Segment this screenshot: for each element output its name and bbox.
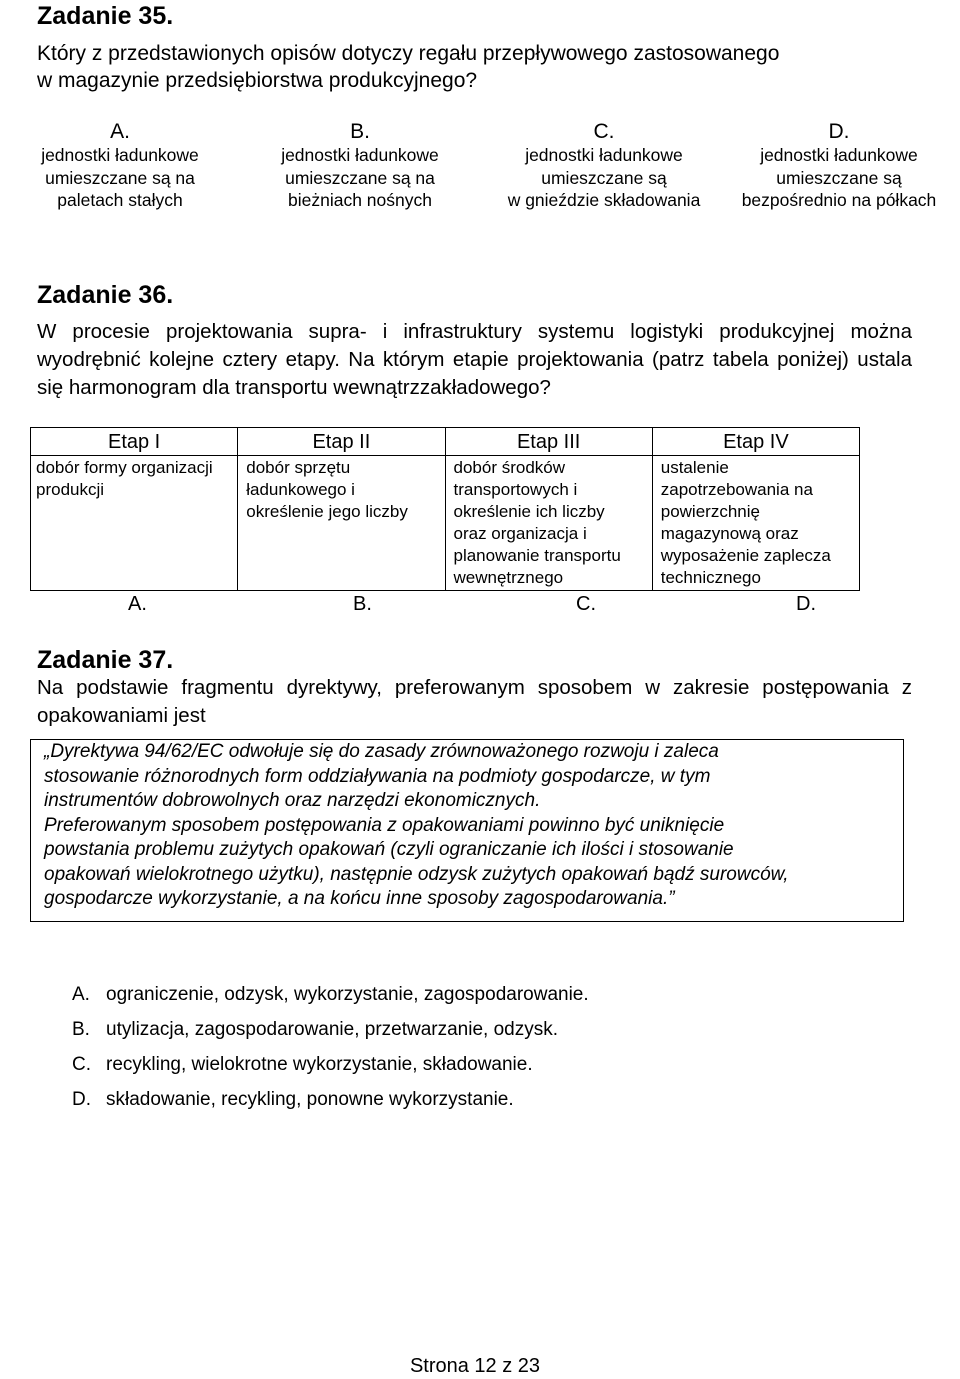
stage-cell-line: dobór środków: [453, 458, 566, 477]
stage-cell-line: oraz organizacja i: [453, 524, 587, 543]
quote-line: powstania problemu zużytych opakowań (czyli ograniczanie ich ilości i stosowanie: [44, 839, 734, 860]
option-text-line: umieszczane są: [541, 167, 667, 188]
stage-cell-line: dobór sprzętu: [246, 458, 351, 477]
stage-header: Etap I: [31, 428, 238, 456]
option-letter: A.: [110, 120, 130, 143]
answer-letter: C.: [72, 1054, 91, 1075]
option-letter: B.: [350, 120, 370, 143]
stage-cell-line: określenie ich liczby: [453, 502, 605, 521]
task-35-question-line: w magazynie przedsiębiorstwa produkcyjnego?: [37, 69, 478, 92]
stage-header: Etap IV: [652, 428, 859, 456]
task-37-option-b[interactable]: [0, 1018, 960, 1044]
answer-text: recykling, wielokrotne wykorzystanie, składowanie.: [106, 1054, 533, 1075]
answer-text: ograniczenie, odzysk, wykorzystanie, zagospodarowanie.: [106, 984, 589, 1005]
stages-table-header-row: [31, 428, 860, 456]
task-35-option-c[interactable]: [496, 120, 712, 212]
task-37-title: Zadanie 37.: [37, 646, 174, 674]
task-35-option-d[interactable]: [726, 120, 952, 212]
stage-cell-line: określenie jego liczby: [246, 502, 408, 521]
task-35-question-line: Który z przedstawionych opisów dotyczy regału przepływowego zastosowanego: [37, 42, 780, 65]
stage-cell-4: [652, 456, 859, 591]
task-36-answer-letters: [0, 593, 960, 619]
stage-cell-line: produkcji: [36, 480, 105, 499]
stage-cell-line: wyposażenie zaplecza: [660, 546, 831, 565]
stage-cell-line: dobór formy organizacji: [36, 458, 213, 477]
quote-line: opakowań wielokrotnego użytku), następnie odzysk zużytych opakowań bądź surowców,: [44, 864, 789, 885]
option-text-line: jednostki ładunkowe: [281, 145, 439, 165]
stage-header: Etap II: [238, 428, 445, 456]
task-37-option-a[interactable]: [0, 983, 960, 1009]
answer-letter: B.: [72, 1019, 90, 1040]
stage-cell-line: ładunkowego i: [246, 480, 355, 499]
option-text-line: umieszczane są na: [45, 167, 195, 188]
quote-line: gospodarcze wykorzystanie, a na końcu inne sposoby zagospodarowania.”: [44, 888, 675, 909]
answer-letter: D.: [72, 1089, 91, 1110]
task-37-question: Na podstawie fragmentu dyrektywy, preferowanym sposobem w zakresie postępowania z opakowaniami jest: [37, 676, 912, 727]
task-36-option-c[interactable]: C.: [576, 593, 596, 615]
task-35-option-a[interactable]: [25, 120, 215, 212]
stages-table: [30, 427, 860, 591]
quote-line: „Dyrektywa 94/62/EC odwołuje się do zasady zrównoważonego rozwoju i zaleca: [44, 741, 719, 762]
option-text-line: paletach stałych: [57, 190, 183, 210]
option-text-line: bezpośrednio na półkach: [741, 190, 937, 210]
stages-table-row: [31, 456, 860, 591]
stage-cell-line: planowanie transportu: [453, 546, 621, 565]
answer-letter: A.: [72, 984, 90, 1005]
stage-cell-line: powierzchnię: [660, 502, 760, 521]
task-37-option-c[interactable]: [0, 1053, 960, 1079]
option-text-line: jednostki ładunkowe: [41, 145, 199, 165]
task-35-question: [37, 40, 779, 94]
option-letter: C.: [593, 120, 615, 143]
task-36-title: Zadanie 36.: [37, 281, 174, 309]
stage-cell-2: [238, 456, 445, 591]
task-36-option-d[interactable]: D.: [796, 593, 816, 615]
stage-cell-line: ustalenie: [660, 458, 729, 477]
stage-cell-line: zapotrzebowania na: [660, 480, 813, 499]
option-text-line: w gnieździe składowania: [507, 190, 701, 210]
task-35-options: [0, 120, 960, 220]
stage-cell-3: [445, 456, 652, 591]
answer-text: utylizacja, zagospodarowanie, przetwarzanie, odzysk.: [106, 1019, 559, 1040]
directive-quote-box: [30, 739, 904, 922]
task-36-option-b[interactable]: B.: [353, 593, 372, 615]
quote-line: Preferowanym sposobem postępowania z opakowaniami powinno być uniknięcie: [44, 815, 725, 836]
option-text-line: bieżniach nośnych: [288, 190, 432, 210]
stage-cell-line: wewnętrznego: [453, 568, 564, 587]
option-text-line: umieszczane są na: [285, 167, 435, 188]
stage-cell-line: technicznego: [660, 568, 761, 587]
quote-line: stosowanie różnorodnych form oddziaływania na podmioty gospodarcze, w tym: [44, 766, 711, 787]
page-footer: Strona 12 z 23: [409, 1355, 541, 1377]
answer-text: składowanie, recykling, ponowne wykorzystanie.: [106, 1089, 514, 1110]
task-36-option-a[interactable]: A.: [128, 593, 147, 615]
task-36-question: W procesie projektowania supra- i infrastruktury systemu logistyki produkcyjnej można wyodrębnić kolejne cztery etapy. Na którym etapie projektowania (patrz tabela poniżej) ustala się harmonogram dla transportu wewnątrzzakładowego?: [37, 320, 912, 399]
option-text-line: jednostki ładunkowe: [525, 145, 683, 165]
task-37-option-d[interactable]: [0, 1088, 960, 1114]
stage-cell-line: transportowych i: [453, 480, 578, 499]
option-letter: D.: [828, 120, 850, 143]
option-text-line: umieszczane są: [776, 167, 902, 188]
stage-cell-1: [31, 456, 238, 591]
stage-cell-line: magazynową oraz: [660, 524, 799, 543]
task-35-option-b[interactable]: [262, 120, 458, 212]
stage-header: Etap III: [445, 428, 652, 456]
task-35-title: Zadanie 35.: [37, 2, 174, 30]
quote-line: instrumentów dobrowolnych oraz narzędzi ekonomicznych.: [44, 790, 541, 811]
option-text-line: jednostki ładunkowe: [760, 145, 918, 165]
